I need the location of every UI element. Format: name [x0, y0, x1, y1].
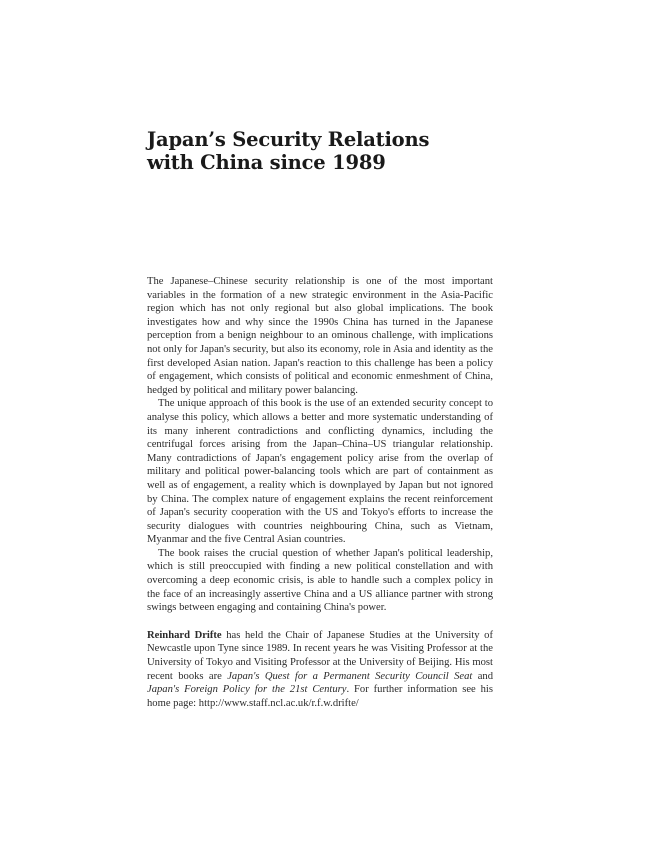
description-paragraph-3: The book raises the crucial question of whether Japan's political leadership, which is still preoccupied with finding a new political constellation and with overcoming a deep economic crisis, is able to handle such a complex policy in the face of an increasingly assertive China and a US alliance partner with strong swings between engaging and containing China's power.: [147, 547, 493, 614]
description-paragraph-2: The unique approach of this book is the use of an extended security concept to analyse this policy, which allows a better and more systematic understanding of its many inherent contradictions and conflicting dynamics, including the centrifugal forces arising from the Japan–China–US triangular relationship. Many contradictions of Japan's engagement policy arise from the overlap of military and political power-balancing tools which are part of containment as well as of engagement, a reality which is downplayed by Japan but not ignored by China. The complex nature of engagement explains the recent reinforcement of Japan's security cooperation with the US and Tokyo's efforts to increase the security dialogues with countries neighbouring China, such as Vietnam, Myanmar and the five Central Asian countries.: [147, 398, 493, 546]
author-bio-text-3: . For further information see his home page: http://www.staff.ncl.ac.uk/r.f.w.drifte/: [147, 684, 493, 709]
title-line-1: Japan’s Security Relations: [147, 128, 430, 151]
description-paragraph-1: The Japanese–Chinese security relationship is one of the most important variables in the formation of a new strategic environment in the Asia-Pacific region which has not only regional but also global implications. The book investigates how and why since the 1990s China has turned in the Japanese perception from a benign neighbour to an ominous challenge, with implications not only for Japan's security, but also its economy, role in Asia and identity as the first developed Asian nation. Japan's reaction to this challenge has been a policy of engagement, which consists of political and economic enmeshment of China, hedged by political and military power balancing.: [147, 276, 493, 396]
description-block: [147, 275, 493, 710]
author-book-title-1: Japan's Quest for a Permanent Security Council Seat: [227, 670, 473, 682]
author-book-title-2: Japan's Foreign Policy for the 21st Century: [147, 684, 347, 696]
author-name: Reinhard Drifte: [147, 629, 222, 641]
author-bio-text-1: has held the Chair of Japanese Studies at the University of Newcastle upon Tyne since 1989. In recent years he was Visiting Professor at the University of Tokyo and Visiting Professor at the University of Beijing. His most recent books are: [147, 629, 494, 682]
page-title: [147, 128, 507, 174]
title-line-2: with China since 1989: [147, 151, 386, 174]
author-bio-text-2: and: [472, 670, 493, 682]
author-bio: [147, 629, 493, 711]
